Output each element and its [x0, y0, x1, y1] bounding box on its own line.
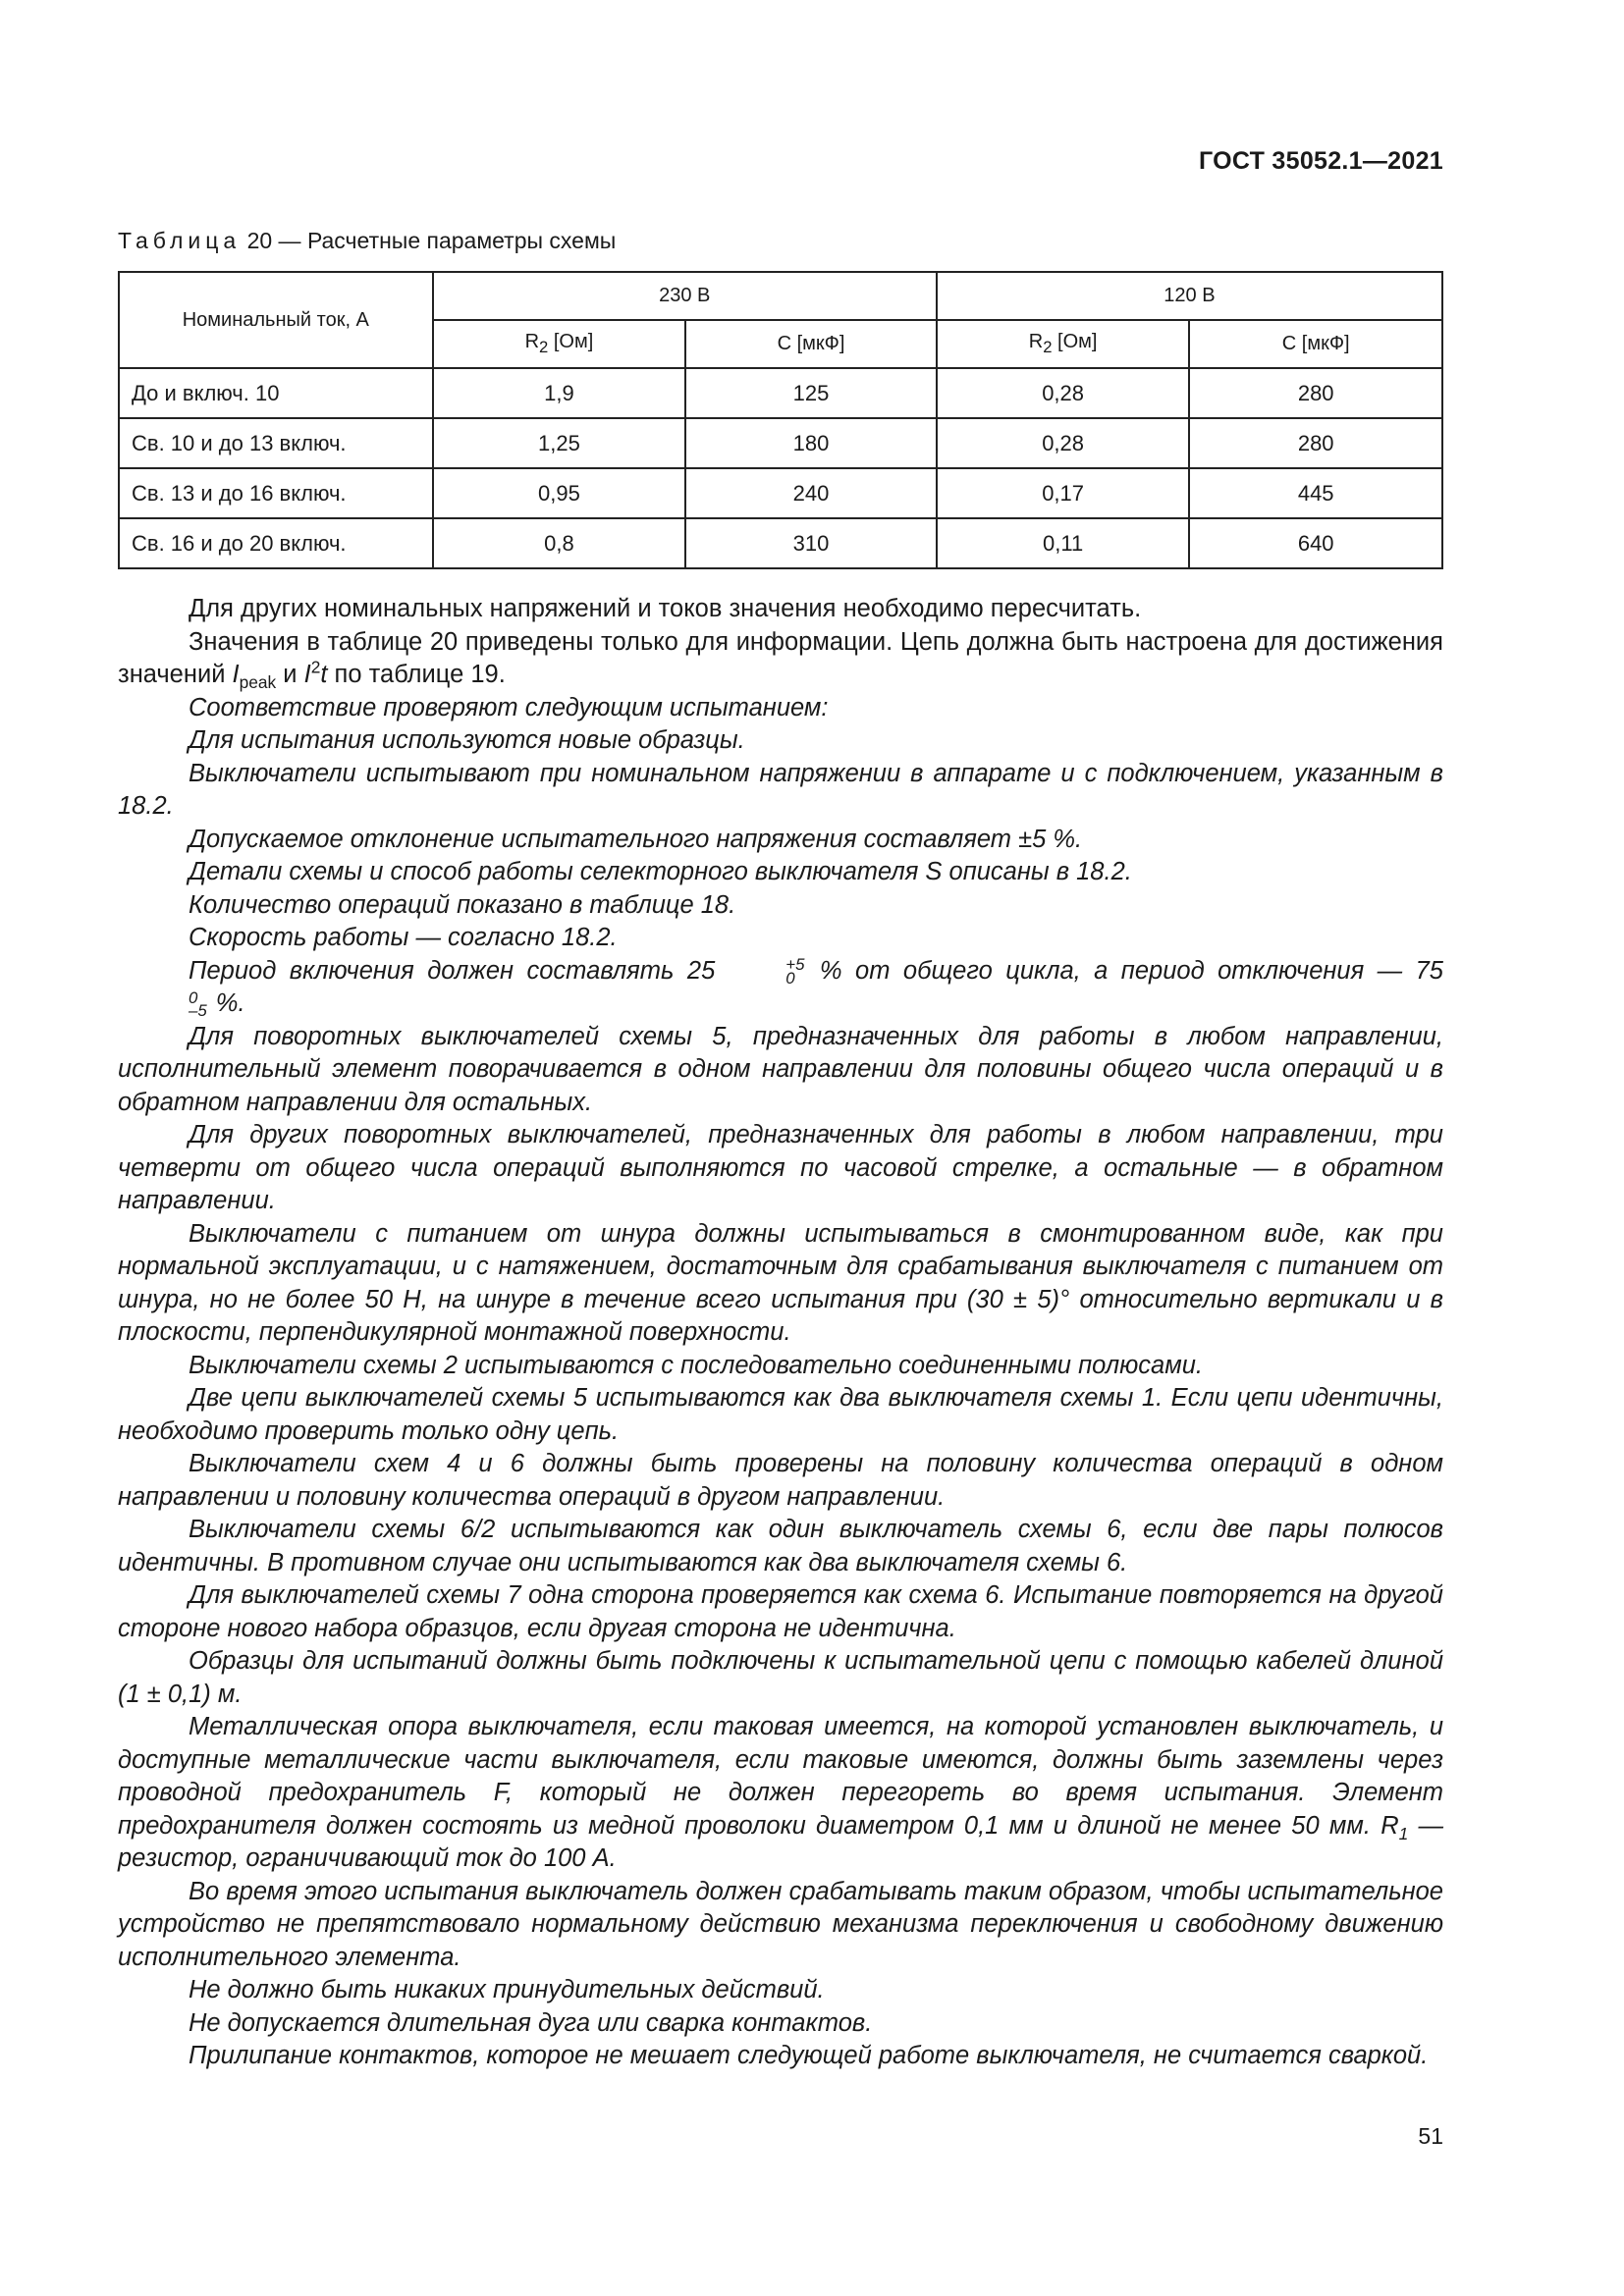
document-page [118, 0, 1443, 2296]
cell-r2-120: 0,28 [937, 418, 1190, 468]
cell-r2-120: 0,17 [937, 468, 1190, 518]
cell-c-230: 310 [685, 518, 937, 568]
paragraph: Для выключателей схемы 7 одна сторона проверяется как схема 6. Испытание повторяется на другой стороне нового набора образцов, если другая сторона не идентична. [118, 1581, 1443, 1642]
parameters-table [118, 271, 1443, 569]
header-voltage-230: 230 В [433, 272, 937, 320]
paragraph: Для испытания используются новые образцы. [189, 726, 745, 754]
paragraph: Допускаемое отклонение испытательного напряжения составляет ±5 %. [189, 825, 1083, 853]
paragraph: Соответствие проверяют следующим испытанием: [189, 693, 829, 721]
paragraph: Выключатели с питанием от шнура должны испытываться в смонтированном виде, как при нормальной эксплуатации, и с натяжением, достаточным для срабатывания выключателя с питанием от шнура, но не более 50 Н, на шнуре в течение всего испытания при (30 ± 5)° относительно вертикали и в плоскости, перпендикулярной монтажной поверхности. [118, 1219, 1443, 1346]
row-label: Св. 13 и до 16 включ. [119, 468, 433, 518]
cell-r2-230: 0,8 [433, 518, 686, 568]
paragraph: Прилипание контактов, которое не мешает следующей работе выключателя, не считается сваркой. [189, 2042, 1429, 2069]
paragraph: Выключатели испытывают при номинальном напряжении в аппарате и с подключением, указанным в 18.2. [118, 759, 1443, 820]
row-label: До и включ. 10 [119, 368, 433, 418]
header-r2-120: $R_2$ [Ом] [937, 320, 1190, 368]
paragraph: Количество операций показано в таблице 18. [189, 890, 736, 919]
paragraph: Значения в таблице 20 приведены только для информации. Цепь должна быть настроена для достижения значений $I_{peak}$ и $I^2t$ по таблице 19. [118, 627, 1443, 693]
cell-c-230: 125 [685, 368, 937, 418]
page-number: 51 [1418, 2123, 1443, 2149]
header-r2-230: $R_2$ [Ом] [433, 320, 686, 368]
paragraph: Образцы для испытаний должны быть подключены к испытательной цепи с помощью кабелей длиной (1 ± 0,1) м. [118, 1647, 1443, 1708]
standard-code: ГОСТ 35052.1—2021 [1198, 147, 1443, 175]
row-label: Св. 10 и до 13 включ. [119, 418, 433, 468]
table-caption [118, 228, 616, 254]
paragraph: Выключатели схем 4 и 6 должны быть проверены на половину количества операций в одном направлении и половину количества операций в другом направлении. [118, 1450, 1443, 1511]
paragraph: Две цепи выключателей схемы 5 испытываются как два выключателя схемы 1. Если цепи идентичны, необходимо проверить только одну цепь. [118, 1384, 1443, 1445]
paragraph: Детали схемы и способ работы селекторного выключателя S описаны в 18.2. [189, 858, 1132, 885]
cell-c-120: 640 [1189, 518, 1442, 568]
cell-r2-230: 1,9 [433, 368, 686, 418]
header-c-230: С [мкФ] [685, 320, 937, 368]
header-rated-current: Номинальный ток, А [119, 272, 433, 368]
paragraph: Выключатели схемы 2 испытываются с последовательно соединенными полюсами. [189, 1351, 1203, 1379]
table-row [119, 368, 1442, 418]
table-row [119, 518, 1442, 568]
paragraph: Скорость работы — согласно 18.2. [189, 924, 618, 951]
table-caption-title: 20 — Расчетные параметры схемы [246, 228, 617, 253]
cell-c-120: 280 [1189, 418, 1442, 468]
cell-c-230: 180 [685, 418, 937, 468]
paragraph: Металлическая опора выключателя, если таковая имеется, на которой установлен выключатель, и доступные металлические части выключателя, если таковые имеются, должны быть заземлены через проводной предохранитель F, который не должен перегореть во время испытания. Элемент предохранителя должен состоять из медной проволоки диаметром 0,1 мм и длиной не менее 50 мм. $R_1$ — резистор, ограничивающий ток до 100 А. [118, 1713, 1443, 1872]
table-row [119, 418, 1442, 468]
body-text [118, 593, 1443, 2073]
row-label: Св. 16 и до 20 включ. [119, 518, 433, 568]
paragraph: Не должно быть никаких принудительных действий. [189, 1976, 825, 2003]
cell-r2-120: 0,11 [937, 518, 1190, 568]
header-c-120: С [мкФ] [1189, 320, 1442, 368]
paragraph: Для других номинальных напряжений и токов значения необходимо пересчитать. [189, 595, 1142, 622]
cell-r2-230: 0,95 [433, 468, 686, 518]
paragraph: Выключатели схемы 6/2 испытываются как один выключатель схемы 6, если две пары полюсов идентичны. В противном случае они испытываются как два выключателя схемы 6. [118, 1516, 1443, 1576]
paragraph: Для поворотных выключателей схемы 5, предназначенных для работы в любом направлении, исполнительный элемент поворачивается в одном направлении для половины общего числа операций и в обратном направлении для остальных. [118, 1022, 1443, 1116]
paragraph: Не допускается длительная дуга или сварка контактов. [189, 2008, 873, 2037]
paragraph: Для других поворотных выключателей, предназначенных для работы в любом направлении, три четверти от общего числа операций выполняются по часовой стрелке, а остальные — в обратном направлении. [118, 1121, 1443, 1214]
cell-r2-120: 0,28 [937, 368, 1190, 418]
cell-c-120: 445 [1189, 468, 1442, 518]
paragraph: Период включения должен составлять 25 +5 0 % от общего цикла, а период отключения — 75 0 –5 %. [189, 955, 1443, 1021]
cell-r2-230: 1,25 [433, 418, 686, 468]
cell-c-230: 240 [685, 468, 937, 518]
table-row [119, 468, 1442, 518]
table-caption-word: Таблица [118, 228, 242, 253]
header-voltage-120: 120 В [937, 272, 1442, 320]
cell-c-120: 280 [1189, 368, 1442, 418]
paragraph: Во время этого испытания выключатель должен срабатывать таким образом, чтобы испытательное устройство не препятствовало нормальному действию механизма переключения и свободному движению исполнительного элемента. [118, 1877, 1443, 1971]
